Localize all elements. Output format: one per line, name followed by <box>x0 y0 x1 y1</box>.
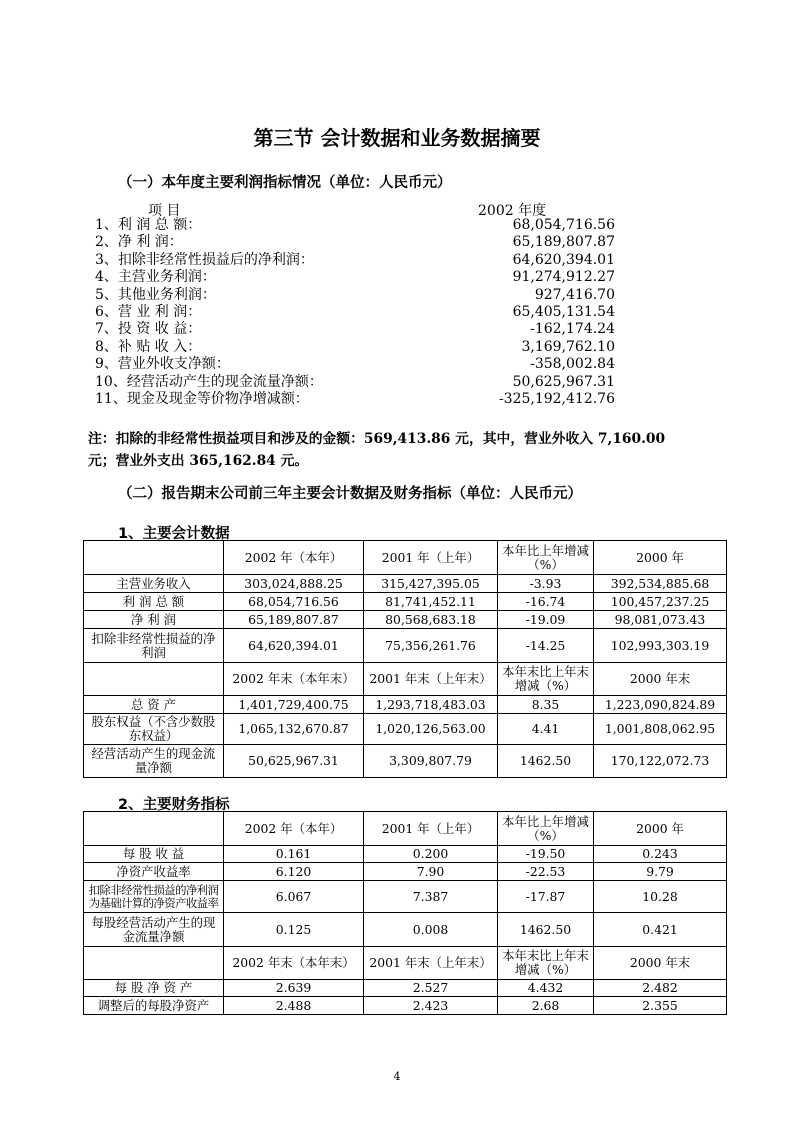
table-cell: 50,625,967.31 <box>224 745 364 778</box>
table-cell: 75,356,261.76 <box>364 629 498 663</box>
sub1-heading: 1、主要会计数据 <box>118 526 230 542</box>
table-cell: 2.639 <box>224 980 364 997</box>
table-header-cell: 2000 年末 <box>594 947 727 980</box>
profit-row-value: 927,416.70 <box>534 286 615 303</box>
table-header-cell: 2000 年 <box>594 812 727 846</box>
profit-row-value: 68,054,716.56 <box>512 217 615 233</box>
table-row <box>84 980 727 997</box>
table-cell: -22.53 <box>498 863 594 881</box>
profit-row-value: 50,625,967.31 <box>512 373 615 390</box>
table-header-row <box>84 541 727 575</box>
accounting-data-table <box>83 540 727 778</box>
page-number: 4 <box>393 1070 401 1083</box>
row-label-cell: 调整后的每股净资产 <box>84 997 224 1015</box>
note <box>88 428 728 472</box>
table-row <box>84 629 727 663</box>
profit-row-label: 4、主营业务利润： <box>95 269 216 286</box>
table-cell: 0.125 <box>224 913 364 947</box>
profit-row-value: 64,620,394.01 <box>512 251 615 268</box>
table-cell: 0.243 <box>594 846 727 863</box>
profit-row-label: 1、利 润 总 额： <box>95 217 202 233</box>
table-cell: -16.74 <box>498 593 594 611</box>
profit-row <box>95 252 615 269</box>
pl-col-item: 项 目 <box>148 203 181 219</box>
profit-row-label: 2、净 利 润： <box>95 234 183 251</box>
profit-row-value: 91,274,912.27 <box>512 269 615 286</box>
profit-row <box>95 304 615 321</box>
profit-row <box>95 217 615 234</box>
profit-row-label: 3、扣除非经常性损益后的净利润： <box>95 251 314 268</box>
table-cell: 0.008 <box>364 913 498 947</box>
table-cell: 1,020,126,563.00 <box>364 714 498 745</box>
table-header-cell: 2001 年（上年） <box>364 541 498 575</box>
table-cell: 1462.50 <box>498 745 594 778</box>
table-cell: 3,309,807.79 <box>364 745 498 778</box>
table-row <box>84 997 727 1015</box>
profit-row-value: 65,189,807.87 <box>512 234 615 251</box>
table-header-cell: 2001 年末（上年末） <box>364 663 498 696</box>
table-cell: -14.25 <box>498 629 594 663</box>
table-cell: 4.432 <box>498 980 594 997</box>
table-row <box>84 863 727 881</box>
profit-row <box>95 339 615 356</box>
table-cell: 0.200 <box>364 846 498 863</box>
table-cell: 100,457,237.25 <box>594 593 727 611</box>
row-label-cell: 每 股 净 资 产 <box>84 980 224 997</box>
table-header-cell: 本年末比上年末增减（%） <box>498 947 594 980</box>
table-cell: 1462.50 <box>498 913 594 947</box>
table-header-cell: 2000 年末 <box>594 663 727 696</box>
table-cell: 1,223,090,824.89 <box>594 696 727 714</box>
table-header-cell: 本年比上年增减（%） <box>498 812 594 846</box>
table-cell: 80,568,683.18 <box>364 611 498 629</box>
table-row <box>84 575 727 593</box>
table-cell: 315,427,395.05 <box>364 575 498 593</box>
note-line-1: 注：扣除的非经常性损益项目和涉及的金额：569,413.86 元，其中，营业外收入 7,160.00 <box>88 431 666 447</box>
table-row <box>84 913 727 947</box>
profit-row-value: -325,192,412.76 <box>498 391 615 407</box>
profit-row-label: 8、补 贴 收 入： <box>95 338 202 355</box>
table-header-cell: 2002 年（本年） <box>224 812 364 846</box>
table-header-cell <box>84 541 224 575</box>
table-cell: -19.50 <box>498 846 594 863</box>
row-label-cell: 每股经营活动产生的现金流量净额 <box>84 913 224 947</box>
row-label-cell: 净 利 润 <box>84 611 224 629</box>
table-row <box>84 696 727 714</box>
table-cell: 64,620,394.01 <box>224 629 364 663</box>
row-label-cell: 经营活动产生的现金流量净额 <box>84 745 224 778</box>
table-cell: 303,024,888.25 <box>224 575 364 593</box>
table-cell: 392,534,885.68 <box>594 575 727 593</box>
profit-row-value: 3,169,762.10 <box>521 338 615 355</box>
table-cell: 7.387 <box>364 881 498 913</box>
table-cell: 98,081,073.43 <box>594 611 727 629</box>
page-title: 第三节 会计数据和业务数据摘要 <box>253 126 541 150</box>
table-cell: 65,189,807.87 <box>224 611 364 629</box>
table-cell: 1,001,808,062.95 <box>594 714 727 745</box>
table-row <box>84 745 727 778</box>
table-header-row <box>84 812 727 846</box>
row-label-cell: 股东权益（不含少数股东权益） <box>84 714 224 745</box>
profit-row <box>95 234 615 251</box>
table-cell: 68,054,716.56 <box>224 593 364 611</box>
table-header-row <box>84 663 727 696</box>
table-cell: 10.28 <box>594 881 727 913</box>
table-cell: 2.423 <box>364 997 498 1015</box>
table-row <box>84 846 727 863</box>
table-header-cell: 2002 年（本年） <box>224 541 364 575</box>
table-cell: 1,293,718,483.03 <box>364 696 498 714</box>
table-cell: -17.87 <box>498 881 594 913</box>
table-cell: 6.120 <box>224 863 364 881</box>
profit-row-label: 9、营业外收支净额： <box>95 356 230 373</box>
table-header-cell: 2002 年末（本年末） <box>224 947 364 980</box>
table-header-row <box>84 947 727 980</box>
table-row <box>84 593 727 611</box>
profit-row <box>95 269 615 286</box>
table-header-cell: 2001 年（上年） <box>364 812 498 846</box>
table-cell: 2.482 <box>594 980 727 997</box>
profit-row <box>95 356 615 373</box>
table-header-cell: 本年比上年增减（%） <box>498 541 594 575</box>
table-cell: 4.41 <box>498 714 594 745</box>
profit-row-value: -162,174.24 <box>530 321 615 338</box>
financial-indicators-table <box>83 811 727 1015</box>
table-cell: -19.09 <box>498 611 594 629</box>
table-row <box>84 881 727 913</box>
table-cell: 1,065,132,670.87 <box>224 714 364 745</box>
profit-row <box>95 391 615 408</box>
table-header-cell <box>84 663 224 696</box>
note-line-2: 元；营业外支出 365,162.84 元。 <box>88 453 309 469</box>
profit-row-label: 7、投 资 收 益： <box>95 321 202 338</box>
table-cell: 102,993,303.19 <box>594 629 727 663</box>
table-cell: 2.68 <box>498 997 594 1015</box>
row-label-cell: 净资产收益率 <box>84 863 224 881</box>
profit-row <box>95 287 615 304</box>
table-cell: 170,122,072.73 <box>594 745 727 778</box>
table-cell: 81,741,452.11 <box>364 593 498 611</box>
table-header-cell: 2002 年末（本年末） <box>224 663 364 696</box>
profit-row <box>95 321 615 338</box>
table-header-cell <box>84 812 224 846</box>
table-cell: -3.93 <box>498 575 594 593</box>
table-header-cell: 2001 年末（上年末） <box>364 947 498 980</box>
table-cell: 2.488 <box>224 997 364 1015</box>
row-label-cell: 扣除非经常性损益的净利润为基础计算的净资产收益率 <box>84 881 224 913</box>
row-label-cell: 扣除非经常性损益的净利润 <box>84 629 224 663</box>
table-cell: 6.067 <box>224 881 364 913</box>
profit-row <box>95 374 615 391</box>
table-header-cell: 本年末比上年末增减（%） <box>498 663 594 696</box>
table-header-cell: 2000 年 <box>594 541 727 575</box>
table-cell: 2.527 <box>364 980 498 997</box>
table-cell: 1,401,729,400.75 <box>224 696 364 714</box>
profit-row-value: -358,002.84 <box>530 356 615 373</box>
table-row <box>84 714 727 745</box>
section1-heading: （一）本年度主要利润指标情况（单位：人民币元） <box>118 175 452 191</box>
table-cell: 9.79 <box>594 863 727 881</box>
row-label-cell: 总 资 产 <box>84 696 224 714</box>
row-label-cell: 利 润 总 额 <box>84 593 224 611</box>
profit-row-label: 11、现金及现金等价物净增减额： <box>95 391 309 407</box>
table-header-cell <box>84 947 224 980</box>
pl-col-year: 2002 年度 <box>478 203 547 219</box>
sub2-heading: 2、主要财务指标 <box>118 797 230 813</box>
table-cell: 0.421 <box>594 913 727 947</box>
profit-row-label: 5、其他业务利润： <box>95 286 216 303</box>
section2-heading: （二）报告期末公司前三年主要会计数据及财务指标（单位：人民币元） <box>118 486 582 502</box>
row-label-cell: 主营业务收入 <box>84 575 224 593</box>
table-cell: 8.35 <box>498 696 594 714</box>
row-label-cell: 每 股 收 益 <box>84 846 224 863</box>
table-cell: 7.90 <box>364 863 498 881</box>
table-row <box>84 611 727 629</box>
table-cell: 0.161 <box>224 846 364 863</box>
profit-row-label: 10、经营活动产生的现金流量净额： <box>95 373 323 390</box>
profit-row-value: 65,405,131.54 <box>512 304 615 320</box>
profit-row-label: 6、营 业 利 润： <box>95 304 202 320</box>
table-cell: 2.355 <box>594 997 727 1015</box>
